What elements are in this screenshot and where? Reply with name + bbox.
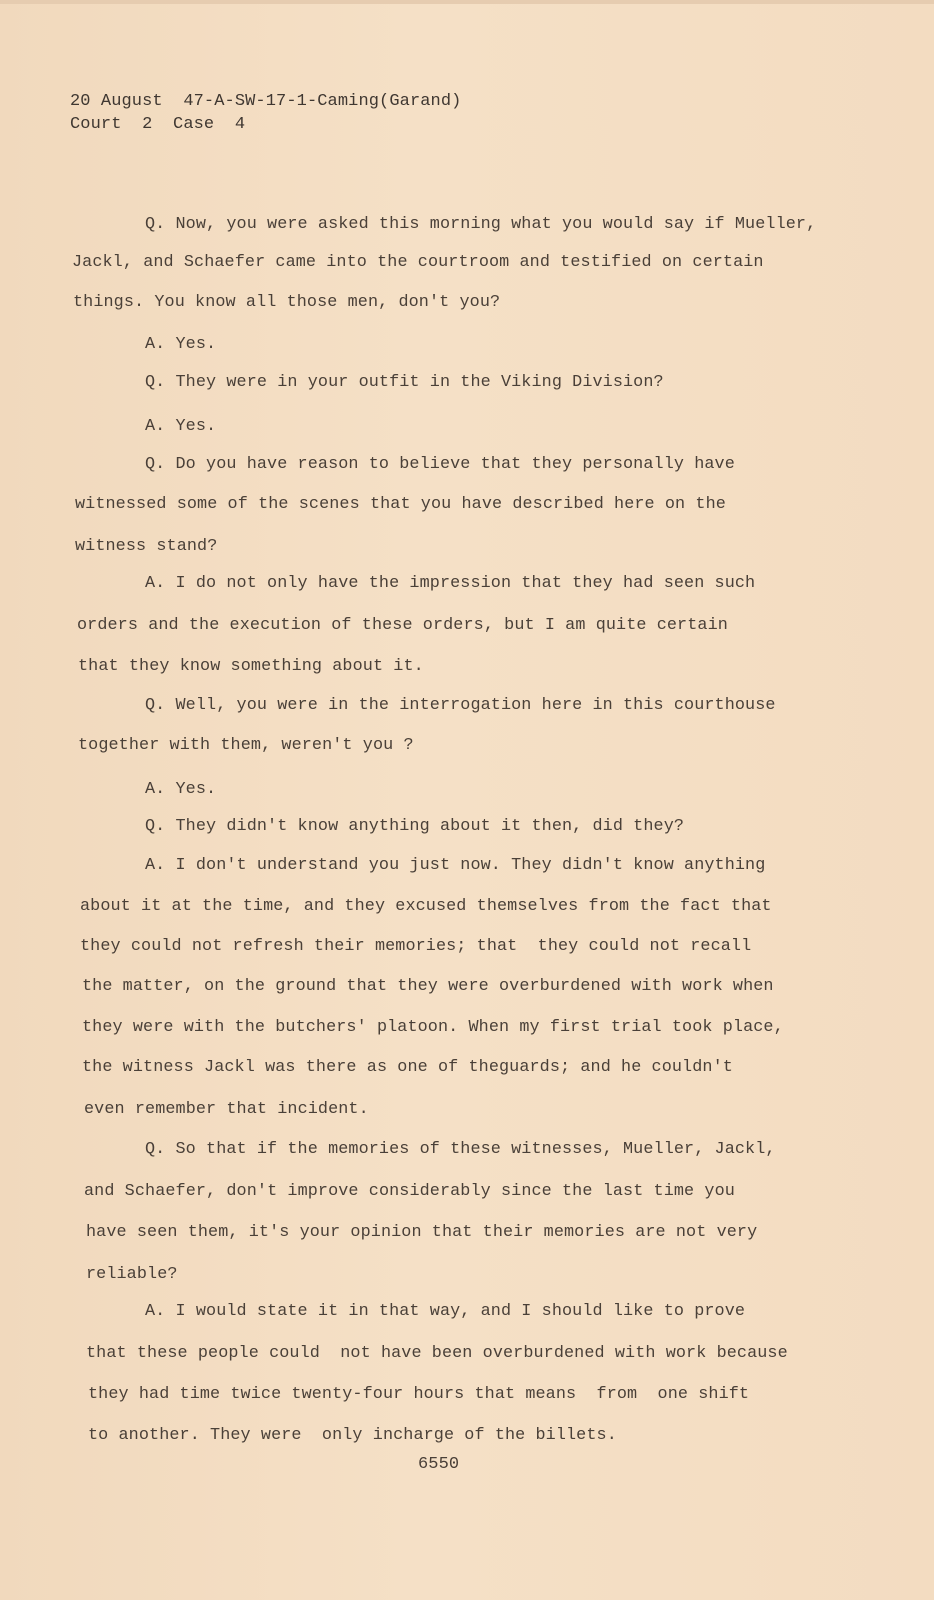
transcript-line: Q. Do you have reason to believe that they personally have	[145, 455, 735, 474]
transcript-line: A. Yes.	[145, 780, 217, 799]
transcript-line: Q. Now, you were asked this morning what you would say if Mueller,	[145, 215, 817, 234]
transcript-line: Q. They were in your outfit in the Viking Division?	[145, 373, 664, 392]
transcript-line: that they know something about it.	[78, 657, 424, 676]
transcript-line: A. I do not only have the impression that they had seen such	[145, 574, 756, 593]
transcript-line: Q. So that if the memories of these witnesses, Mueller, Jackl,	[145, 1140, 776, 1159]
header-date-case-id: 20 August 47-A-SW-17-1-Caming(Garand)	[70, 92, 462, 111]
transcript-line: A. Yes.	[145, 335, 217, 354]
transcript-line: the witness Jackl was there as one of theguards; and he couldn't	[82, 1058, 733, 1077]
transcript-line: they could not refresh their memories; that they could not recall	[80, 937, 752, 956]
transcript-line: witnessed some of the scenes that you have described here on the	[75, 495, 726, 514]
transcript-line: A. I don't understand you just now. They didn't know anything	[145, 856, 766, 875]
page-edge	[0, 0, 934, 4]
transcript-line: A. Yes.	[145, 417, 217, 436]
transcript-line: together with them, weren't you ?	[78, 736, 414, 755]
transcript-line: orders and the execution of these orders, but I am quite certain	[77, 616, 728, 635]
page-number: 6550	[418, 1455, 460, 1474]
transcript-line: things. You know all those men, don't you?	[73, 293, 501, 312]
transcript-line: Q. Well, you were in the interrogation here in this courthouse	[145, 696, 776, 715]
transcript-line: Jackl, and Schaefer came into the courtroom and testified on certain	[72, 253, 764, 272]
transcript-line: about it at the time, and they excused themselves from the fact that	[80, 897, 772, 916]
transcript-line: they were with the butchers' platoon. When my first trial took place,	[82, 1018, 784, 1037]
transcript-line: have seen them, it's your opinion that their memories are not very	[86, 1223, 758, 1242]
transcript-line: to another. They were only incharge of the billets.	[88, 1426, 617, 1445]
transcript-line: the matter, on the ground that they were overburdened with work when	[82, 977, 774, 996]
transcript-line: and Schaefer, don't improve considerably since the last time you	[84, 1182, 735, 1201]
transcript-line: reliable?	[86, 1265, 178, 1284]
transcript-line: witness stand?	[75, 537, 218, 556]
transcript-line: even remember that incident.	[84, 1100, 369, 1119]
transcript-line: they had time twice twenty-four hours that means from one shift	[88, 1385, 750, 1404]
transcript-line: that these people could not have been overburdened with work because	[86, 1344, 788, 1363]
header-court-case: Court 2 Case 4	[70, 115, 246, 134]
transcript-line: Q. They didn't know anything about it then, did they?	[145, 817, 685, 836]
transcript-line: A. I would state it in that way, and I should like to prove	[145, 1302, 746, 1321]
